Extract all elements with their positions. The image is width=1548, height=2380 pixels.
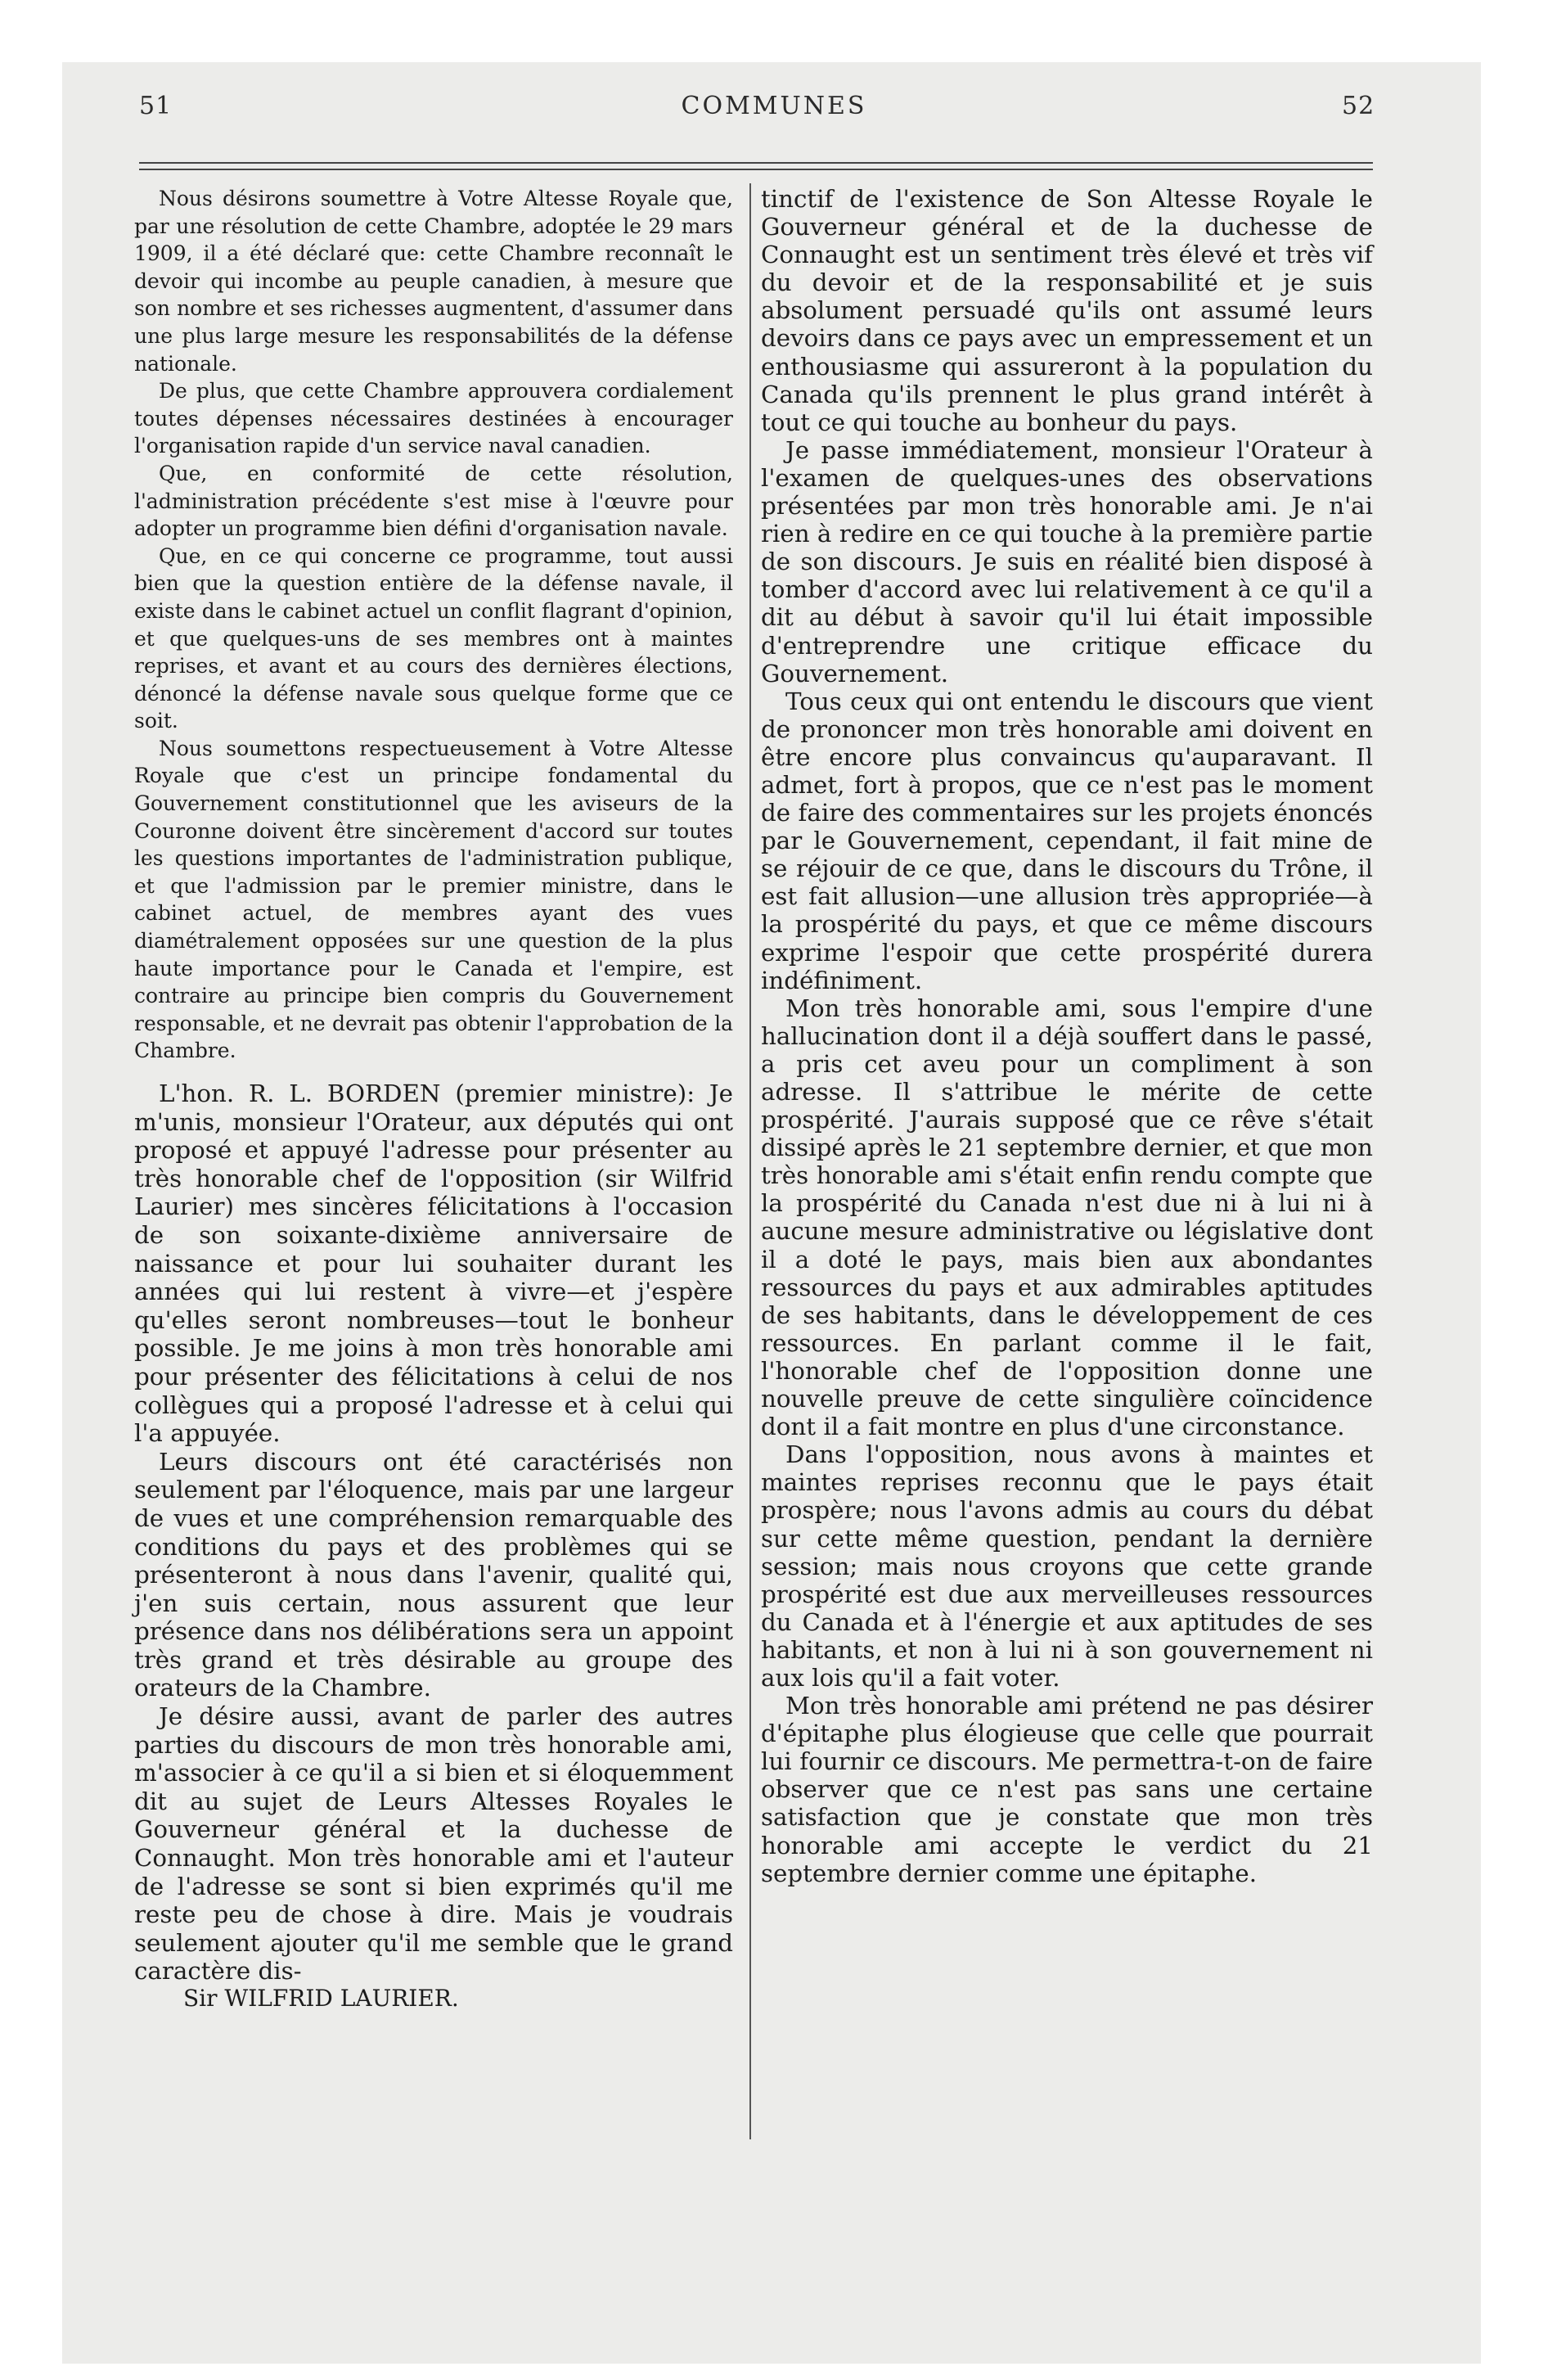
right-column bbox=[761, 185, 1373, 1887]
paragraph: Que, en ce qui concerne ce programme, tout aussi bien que la question entière de la défense navale, il existe dans le cabinet actuel un conflit flagrant d'opinion, et que quelques-uns de ses membres ont à maintes reprises, et avant et au cours des dernières élections, dénoncé la défense navale sous quelque forme que ce soit. bbox=[134, 543, 733, 733]
paragraph: Mon très honorable ami, sous l'empire d'une hallucination dont il a déjà souffert dans le passé, a pris cet aveu pour un compliment à son adresse. Il s'attribue le mérite de cette prospérité. J'aurais supposé que ce rêve s'était dissipé après le 21 septembre dernier, et que mon très honorable ami s'était enfin rendu compte que la prospérité du Canada n'est due ni à lui ni à aucune mesure administrative ou législative dont il a doté le pays, mais bien aux abondantes ressources du pays et aux admirables aptitudes de ses habitants, dans le développement de ces ressources. En parlant comme il le fait, l'honorable chef de l'opposition donne une nouvelle preuve de cette singulière coïncidence dont il a fait montre en plus d'une circonstance. bbox=[761, 994, 1373, 1441]
signature: Sir WILFRID LAURIER. bbox=[183, 1985, 459, 2012]
right-page-number: 52 bbox=[1342, 92, 1375, 120]
paragraph: Que, en conformité de cette résolution, l'administration précédente s'est mise à l'œuvre pour adopter un programme bien défini d'organisation navale. bbox=[134, 461, 733, 541]
paragraph: Tous ceux qui ont entendu le discours que vient de prononcer mon très honorable ami doivent en être encore plus convaincus qu'auparavant. Il admet, fort à propos, que ce n'est pas le moment de faire des commentaires sur les projets énoncés par le Gouvernement, cependant, il fait mine de se réjouir de ce que, dans le discours du Trône, il est fait allusion—une allusion très appropriée—à la prospérité du pays, et que ce même discours exprime l'espoir que cette prospérité durera indéfiniment. bbox=[761, 687, 1373, 994]
paragraph: De plus, que cette Chambre approuvera cordialement toutes dépenses nécessaires destinées à encourager l'organisation rapide d'un service naval canadien. bbox=[134, 379, 733, 458]
paragraph: Nous désirons soumettre à Votre Altesse Royale que, par une résolution de cette Chambre, adoptée le 29 mars 1909, il a été déclaré que: cette Chambre reconnaît le devoir qui incombe au peuple canadien, à mesure que son nombre et ses richesses augmentent, d'assumer dans une plus large mesure les responsabilités de la défense nationale. bbox=[134, 187, 733, 376]
paragraph: Leurs discours ont été caractérisés non seulement par l'éloquence, mais par une largeur de vues et une compréhension remarquable des conditions du pays et des problèmes qui se présenteront à nous dans l'avenir, qualité qui, j'en suis certain, nous assurent que leur présence dans nos délibérations sera un appoint très grand et très désirable au groupe des orateurs de la Chambre. bbox=[134, 1447, 733, 1702]
left-page-number: 51 bbox=[139, 92, 173, 120]
left-column bbox=[134, 185, 733, 2012]
paragraph: Mon très honorable ami prétend ne pas désirer d'épitaphe plus élogieuse que celle que pourrait lui fournir ce discours. Me permettra-t-on de faire observer que ce n'est pas sans une certaine satisfaction que je constate que mon très honorable ami accepte le verdict du 21 septembre dernier comme une épitaphe. bbox=[761, 1692, 1373, 1887]
column-divider bbox=[749, 183, 751, 2139]
paragraph: Je passe immédiatement, monsieur l'Orateur à l'examen de quelques-unes des observations présentées par mon très honorable ami. Je n'ai rien à redire en ce qui touche à la première partie de son discours. Je suis en réalité bien disposé à tomber d'accord avec lui relativement à ce qu'il a dit au début à savoir qu'il lui était impossible d'entreprendre une critique efficace du Gouvernement. bbox=[761, 435, 1373, 687]
address-amendment-text bbox=[134, 185, 733, 1065]
page-title: COMMUNES bbox=[681, 92, 867, 120]
paragraph: Je désire aussi, avant de parler des autres parties du discours de mon très honorable ami, m'associer à ce qu'il a si bien et si éloquemment dit au sujet de Leurs Altesses Royales le Gouverneur général et la duchesse de Connaught. Mon très honorable ami et l'auteur de l'adresse se sont si bien exprimés qu'il me reste peu de chose à dire. Mais je voudrais seulement ajouter qu'il me semble que le grand caractère dis- bbox=[134, 1702, 733, 1986]
paragraph: Dans l'opposition, nous avons à maintes et maintes reprises reconnu que le pays était prospère; nous l'avons admis au cours du débat sur cette même question, pendant la dernière session; mais nous croyons que cette grande prospérité est due aux merveilleuses ressources du Canada et à l'énergie et aux aptitudes de ses habitants, et non à lui ni à son gouvernement ni aux lois qu'il a fait voter. bbox=[761, 1440, 1373, 1692]
header-rule-top bbox=[139, 162, 1373, 164]
paragraph: tinctif de l'existence de Son Altesse Royale le Gouverneur général et de la duchesse de Connaught est un sentiment très élevé et très vif du devoir et de la responsabilité et je suis absolument persuadé qu'ils ont assumé leurs devoirs dans ce pays avec un empressement et un enthousiasme qui assureront à la population du Canada qu'ils prennent le plus grand intérêt à tout ce qui touche au bonheur du pays. bbox=[761, 185, 1373, 436]
header-rule-bottom bbox=[139, 169, 1373, 170]
paragraph: Nous soumettons respectueusement à Votre Altesse Royale que c'est un principe fondamental du Gouvernement constitutionnel que les aviseurs de la Couronne doivent être sincèrement d'accord sur toutes les questions importantes de l'administration publique, et que l'admission par le premier ministre, dans le cabinet actuel, de membres ayant des vues diamétralement opposées sur une question de la plus haute importance pour le Canada et l'empire, est contraire au principe bien compris du Gouvernement responsable, et ne devrait pas obtenir l'approbation de la Chambre. bbox=[134, 736, 733, 1063]
borden-speech bbox=[134, 1080, 733, 1986]
paragraph: L'hon. R. L. BORDEN (premier ministre): Je m'unis, monsieur l'Orateur, aux députés qui ont proposé et appuyé l'adresse pour présenter au très honorable chef de l'opposition (sir Wilfrid Laurier) mes sincères félicitations à l'occasion de son soixante-dixième anniversaire de naissance et pour lui souhaiter durant les années qui lui restent à vivre—et j'espère qu'elles seront nombreuses—tout le bonheur possible. Je me joins à mon très honorable ami pour présenter des félicitations à celui de nos collègues qui a proposé l'adresse et à celui qui l'a appuyée. bbox=[134, 1080, 733, 1448]
